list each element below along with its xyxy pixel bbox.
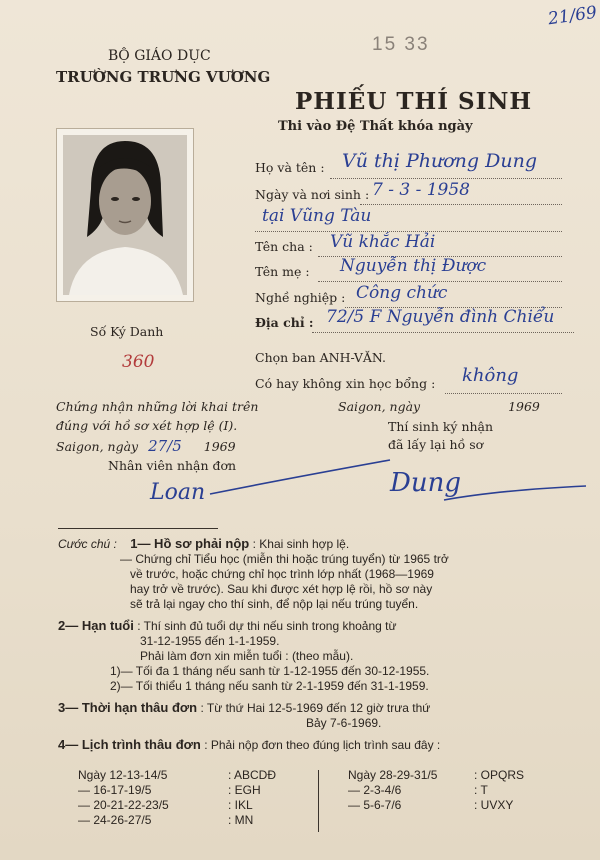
note-3-line: Bảy 7-6-1969.: [306, 716, 382, 730]
birth-label: Ngày và nơi sinh :: [255, 187, 370, 202]
candidate-photo: [56, 128, 194, 302]
right-cert-line-1: Thí sinh ký nhận: [388, 419, 494, 434]
schedule-row: — 20-21-22-23/5 : IKL: [78, 798, 253, 812]
birthplace-value: tại Vũng Tàu: [262, 206, 372, 226]
schedule-right: [348, 768, 524, 813]
left-date-value: 27/5: [148, 437, 182, 455]
scholarship-value: không: [462, 365, 519, 386]
cert-line-2: đúng với hồ sơ xét hợp lệ (I).: [56, 418, 238, 433]
note-1-line: — Chứng chỉ Tiểu học (miễn thi hoặc trúng tuyển) từ 1965 trở: [120, 552, 449, 566]
name-value: Vũ thị Phương Dung: [342, 150, 537, 172]
note-2-line: Phải làm đơn xin miễn tuổi : (theo mẫu).: [140, 649, 354, 663]
cert-line-1: Chứng nhận những lời khai trên: [56, 399, 259, 414]
schedule-row: — 5-6-7/6 : UVXY: [348, 798, 514, 812]
left-signature: Loan: [150, 480, 206, 505]
right-date: Saigon, ngày 1969: [338, 399, 540, 414]
portrait-image: [57, 129, 193, 301]
schedule-column-divider: [318, 770, 319, 832]
right-cert-line-2: đã lấy lại hồ sơ: [388, 437, 484, 452]
note-1-line: sẽ trả lại ngay cho thí sinh, để nộp lại nếu trúng tuyển.: [130, 597, 419, 611]
schedule-row: Ngày 28-29-31/5 : OPQRS: [348, 768, 525, 782]
school-name: TRƯỜNG TRƯNG VƯƠNG: [56, 68, 271, 86]
schedule-row: — 24-26-27/5 : MN: [78, 813, 254, 827]
stamp-number: 15 33: [372, 34, 430, 55]
job-value: Công chức: [356, 283, 448, 303]
left-date: Saigon, ngày 27/5 1969: [56, 437, 236, 455]
schedule-row: Ngày 12-13-14/5 : ABCDĐ: [78, 768, 277, 782]
name-label: Họ và tên :: [255, 160, 325, 175]
corner-reference: 21/69: [546, 2, 599, 30]
scholarship-label: Có hay không xin học bổng :: [255, 376, 436, 391]
note-4-heading: 4— Lịch trình thâu đơn : Phải nộp đơn theo đúng lịch trình sau đây :: [58, 737, 441, 752]
birth-date-value: 7 - 3 - 1958: [372, 180, 470, 200]
mother-value: Nguyễn thị Được: [340, 256, 487, 276]
ministry-name: BỘ GIÁO DỤC: [108, 48, 211, 64]
registration-label: Số Ký Danh: [90, 324, 164, 339]
address-value: 72/5 F Nguyễn đình Chiểu: [326, 307, 555, 327]
section-choice: Chọn ban ANH-VĂN.: [255, 350, 386, 365]
registration-number: 360: [122, 352, 155, 372]
note-2-line: 1)— Tối đa 1 tháng nếu sanh từ 1-12-1955 đến 30-12-1955.: [110, 664, 430, 678]
form-title: PHIẾU THÍ SINH: [295, 88, 533, 115]
notes-divider: [58, 528, 218, 529]
job-label: Nghề nghiệp :: [255, 290, 346, 305]
note-1-line: hay trở về trước). Sau khi được xét hợp lệ rồi, hồ sơ này: [130, 582, 433, 596]
schedule-row: — 16-17-19/5 : EGH: [78, 783, 261, 797]
note-2-line: 31-12-1955 đến 1-1-1959.: [140, 634, 280, 648]
left-signature-stroke: [200, 458, 400, 498]
note-1-line: về trước, hoặc chứng chỉ học trình lớp nhất (1968—1969: [130, 567, 434, 581]
note-2-line: 2)— Tối thiểu 1 tháng nếu sanh từ 2-1-1959 đến 31-1-1959.: [110, 679, 429, 693]
note-1-heading: Cước chú : 1— Hồ sơ phải nộp : Khai sinh hợp lệ.: [58, 536, 350, 551]
father-label: Tên cha :: [255, 239, 313, 254]
schedule-left: [78, 768, 276, 828]
father-value: Vũ khắc Hải: [330, 232, 436, 252]
mother-label: Tên mẹ :: [255, 264, 310, 279]
note-3-heading: 3— Thời hạn thâu đơn : Từ thứ Hai 12-5-1969 đến 12 giờ trưa thứ: [58, 700, 431, 715]
address-label: Địa chỉ :: [255, 315, 314, 330]
right-signature: Dung: [390, 468, 461, 498]
right-signature-stroke: [440, 478, 590, 508]
left-signer-title: Nhân viên nhận đơn: [108, 458, 237, 473]
notes-section: [58, 536, 449, 753]
note-2-heading: 2— Hạn tuổi : Thí sinh đủ tuổi dự thi nếu sinh trong khoảng từ: [58, 618, 397, 633]
schedule-row: — 2-3-4/6 : T: [348, 783, 488, 797]
form-subtitle: Thi vào Đệ Thất khóa ngày: [278, 119, 473, 134]
